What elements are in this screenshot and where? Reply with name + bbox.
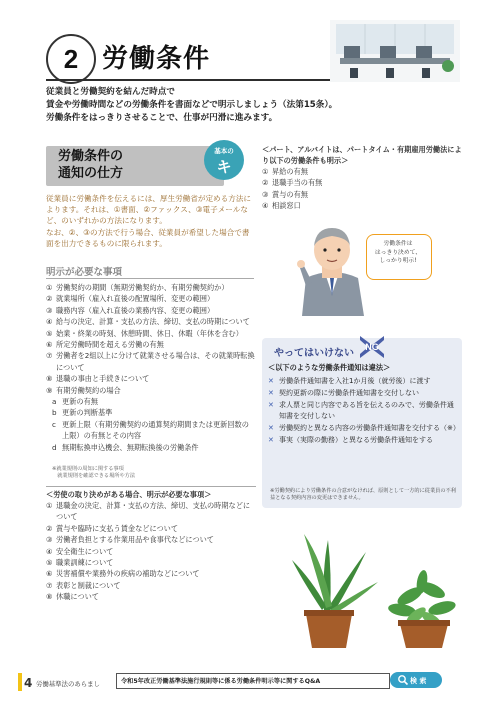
list-item-text: 給与の決定、計算・支払の方法、締切、支払の時期について — [56, 317, 250, 327]
cross-icon: ✕ — [268, 435, 274, 444]
cross-icon: ✕ — [268, 400, 274, 409]
when-decided-list — [46, 500, 256, 603]
list-item-text: 始業・終業の時刻、休憩時間、休日、休暇（年休を含む） — [56, 328, 243, 338]
ng-list-item — [268, 376, 458, 387]
list-item — [46, 442, 256, 453]
list-item-text: 相談窓口 — [272, 201, 301, 211]
ng-title: やってはいけない — [274, 348, 354, 359]
list-item-text: 無期転換申込機会、無期転換後の労働条件 — [62, 442, 199, 452]
list-item-number: ① — [262, 167, 269, 176]
required-divider — [46, 278, 254, 279]
list-item-text: 表彰と制裁について — [56, 580, 121, 590]
list-item-text: 災害補償や業務外の疾病の補助などについて — [56, 569, 200, 579]
list-item — [262, 177, 462, 188]
list-item — [46, 396, 256, 407]
list-item-text: 職業訓練について — [56, 558, 114, 568]
intro-line-1: 従業員と労働契約を結んだ時点で — [46, 87, 175, 97]
list-item — [262, 166, 462, 177]
list-item — [262, 189, 462, 200]
search-box-text: 令和5年改正労働基準法施行規則等に係る労働条件明示等に関するQ&A — [121, 678, 321, 685]
list-item — [46, 407, 256, 418]
part-time-heading: ＜パート、アルバイトは、パートタイム・有期雇用労働法により以下の労働条件も明示＞ — [262, 145, 462, 165]
speech-bubble-text: 労働条件は はっきり決めて、 しっかり明示! — [374, 241, 422, 265]
ng-list-item-text: 労働条件通知書を入社1か月後（就労後）に渡す — [279, 377, 431, 385]
list-item — [46, 282, 256, 293]
chapter-number: 2 — [46, 34, 96, 84]
list-item-number: ⑦ — [46, 351, 53, 361]
list-item-number: ① — [46, 283, 53, 292]
list-item-number: ⑨ — [46, 385, 53, 395]
chapter-title: 労働条件 — [102, 44, 211, 74]
list-item-number: ③ — [262, 189, 269, 199]
list-item — [46, 546, 256, 557]
ng-list-item — [268, 400, 458, 421]
list-item-number: ② — [46, 294, 53, 304]
list-item-text: 昇給の有無 — [272, 167, 308, 176]
list-item — [46, 568, 256, 579]
list-item-number: ⑧ — [46, 374, 53, 384]
ng-list-item-text: 労働契約と異なる内容の労働条件通知書を交付する（※） — [279, 423, 460, 432]
cross-icon: ✕ — [268, 388, 274, 397]
list-item-text: 更新の有無 — [62, 397, 98, 407]
list-item-number: ① — [46, 501, 53, 510]
part-time-list — [262, 166, 462, 212]
list-item-text: 労働者負担とする作業用品や食事代などについて — [56, 535, 214, 545]
list-item-text: 安全衛生について — [56, 546, 114, 556]
list-item — [46, 580, 256, 591]
businessman-illustration — [292, 216, 372, 316]
required-list — [46, 282, 256, 453]
list-item — [46, 350, 256, 373]
list-item-text: 労働者を2組以上に分けて就業させる場合は、その就業時転換について — [56, 351, 255, 372]
kihon-badge-char: キ — [216, 158, 232, 176]
list-item-number: ④ — [46, 546, 53, 556]
list-item — [46, 419, 256, 442]
list-item-number: ③ — [46, 535, 53, 545]
list-item-text: 退職金の決定、計算・支払の方法、締切、支払の時期などについて — [56, 501, 251, 522]
footer-accent-bar — [18, 673, 22, 691]
list-item — [46, 316, 256, 327]
list-item — [46, 385, 256, 396]
list-item — [46, 591, 256, 602]
section-title-line-1: 労働条件の — [58, 149, 124, 164]
ng-list-item — [268, 423, 458, 434]
kihon-badge-label: 基本の — [214, 147, 234, 155]
list-item-text: 退職手当の有無 — [272, 178, 323, 188]
list-item-number: ④ — [262, 201, 269, 211]
potted-plants-illustration — [282, 520, 466, 650]
intro-line-2: 賃金や労働時間などの労働条件を書面などで明示しましょう（法第15条）。 — [46, 100, 338, 110]
list-item-number: ② — [46, 523, 53, 533]
list-item-number: ④ — [46, 317, 53, 327]
ng-note: ※労働契約により労働条件の合意がなければ、原則として一方的に従業員の不利益となる契約内容の変更はできません。 — [270, 488, 456, 501]
required-heading: 明示が必要な事項 — [46, 267, 123, 278]
when-decided-divider — [46, 486, 256, 487]
footer-label: 労働基準法のあらまし — [36, 680, 100, 688]
ng-list-item-text: 事実（実際の勤務）と異なる労働条件通知をする — [279, 435, 433, 444]
when-decided-heading: ＜労使の取り決めがある場合、明示が必要な事項＞ — [46, 490, 212, 499]
list-item-number: ⑧ — [46, 592, 53, 602]
ng-subheading: ＜以下のような労働条件通知は違法＞ — [268, 363, 391, 372]
list-item-text: 賞与や臨時に支払う賃金などについて — [56, 523, 179, 533]
list-item-text: 有期労働契約の場合 — [56, 385, 121, 395]
list-item-text: 職務内容（雇入れ直後の業務内容、変更の範囲） — [56, 305, 215, 315]
ng-list-item-text: 契約更新の際に労働条件通知書を交付しない — [279, 388, 419, 397]
list-item — [46, 293, 256, 304]
list-item-number: c — [52, 419, 56, 429]
search-button-label: 検 索 — [410, 677, 427, 685]
list-item — [46, 523, 256, 534]
list-item-number: a — [52, 397, 57, 407]
list-item-text: 所定労働時間を超える労働の有無 — [56, 340, 164, 350]
list-item — [46, 328, 256, 339]
section-paragraph-2: なお、②、③の方法で行う場合、従業員が希望した場合で書面を出力できるものに限られます。 — [46, 228, 250, 249]
list-item-number: ⑤ — [46, 558, 53, 568]
list-item-number: ③ — [46, 305, 53, 315]
search-icon — [397, 674, 409, 686]
page-number: 4 — [24, 676, 33, 690]
list-item — [46, 373, 256, 384]
list-item — [46, 305, 256, 316]
list-item-text: 賞与の有無 — [272, 189, 308, 199]
list-item-number: ② — [262, 178, 269, 188]
ng-list-item-text: 求人票と同じ内容である旨を伝えるのみで、労働条件通知書を交付しない — [279, 400, 454, 420]
list-item-number: ⑤ — [46, 328, 53, 338]
ng-list-item — [268, 435, 458, 446]
list-item-number: ⑥ — [46, 569, 53, 579]
list-item-text: 休職について — [56, 592, 99, 602]
section-title-line-2: 通知の仕方 — [58, 166, 124, 181]
list-item-text: 労働契約の期間（無期労働契約か、有期労働契約か） — [56, 283, 229, 292]
intro-line-3: 労働条件をはっきりさせることで、仕事が円滑に進みます。 — [46, 113, 278, 123]
list-item — [46, 339, 256, 350]
cross-icon: ✕ — [268, 423, 274, 432]
required-note: ※就業規則の周知に関する事項 就業規則を確認できる場所や方法 — [52, 466, 136, 480]
list-item — [46, 500, 256, 523]
section-paragraph-1: 従業員に労働条件を伝えるには、厚生労働省が定める方法によります。それは、①書面、②ファックス、③電子メールなど、のいずれかの方法になります。 — [46, 194, 252, 226]
list-item-text: 退職の事由と手続きについて — [56, 374, 150, 384]
list-item-number: b — [52, 408, 57, 418]
intro-text — [46, 86, 466, 125]
list-item — [46, 557, 256, 568]
list-item-text: 更新の判断基準 — [62, 408, 113, 418]
ng-badge-text: NG — [365, 342, 379, 352]
list-item — [262, 200, 462, 211]
section-title — [58, 148, 123, 182]
ng-badge-icon — [358, 334, 386, 360]
list-item-text: 更新上限（有期労働契約の通算契約期間または更新回数の上限）の有無とその内容 — [62, 419, 249, 441]
cross-icon: ✕ — [268, 377, 274, 385]
office-illustration — [330, 20, 460, 82]
list-item-number: ⑦ — [46, 580, 53, 590]
ng-list-item — [268, 388, 458, 399]
list-item-number: ⑥ — [46, 340, 53, 350]
list-item-text: 就業場所（雇入れ直後の配置場所、変更の範囲） — [56, 294, 215, 304]
ng-list — [268, 376, 458, 447]
list-item — [46, 534, 256, 545]
list-item-number: d — [52, 442, 57, 452]
